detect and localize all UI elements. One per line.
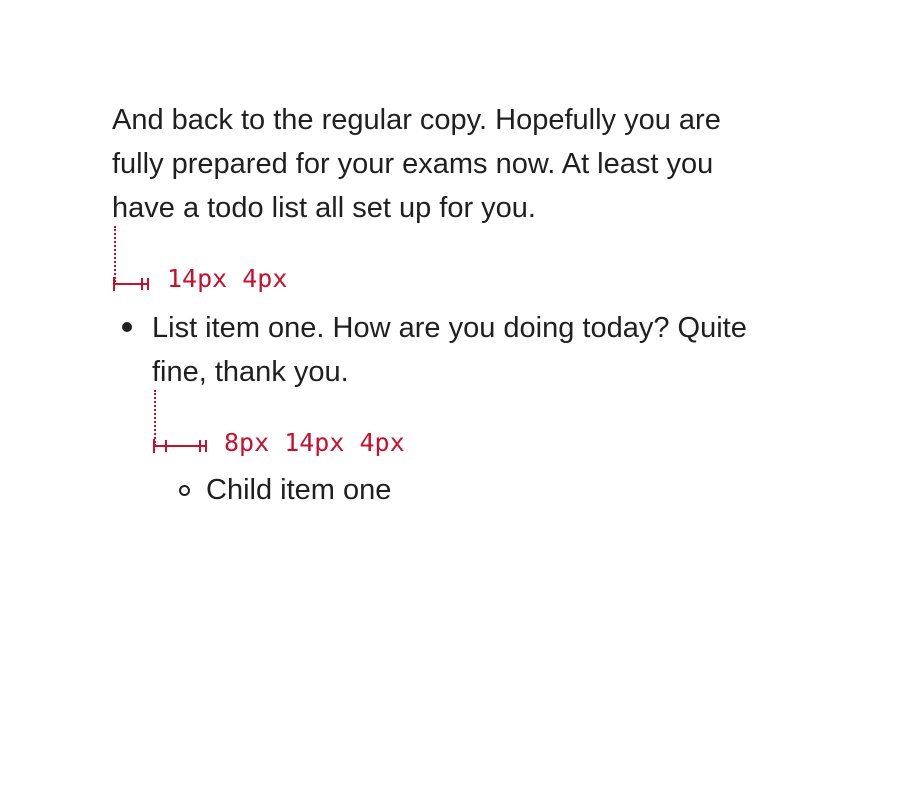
paragraph-spacing-annotation: 14px 4px (167, 264, 288, 293)
nested-spacing-annotation: 8px 14px 4px (224, 428, 405, 457)
spacing-ruler-icon (112, 274, 154, 294)
list-item: List item one. How are you doing today? Quite fine, thank you. (152, 312, 747, 388)
list-bullet-icon (122, 322, 132, 332)
nested-spacing-ruler-icon (152, 436, 212, 456)
child-bullet-icon (179, 485, 190, 496)
child-list-item: Child item one (206, 474, 392, 506)
body-paragraph: And back to the regular copy. Hopefully you are fully prepared for your exams now. At least you have a todo list all set up for you. (112, 104, 721, 224)
